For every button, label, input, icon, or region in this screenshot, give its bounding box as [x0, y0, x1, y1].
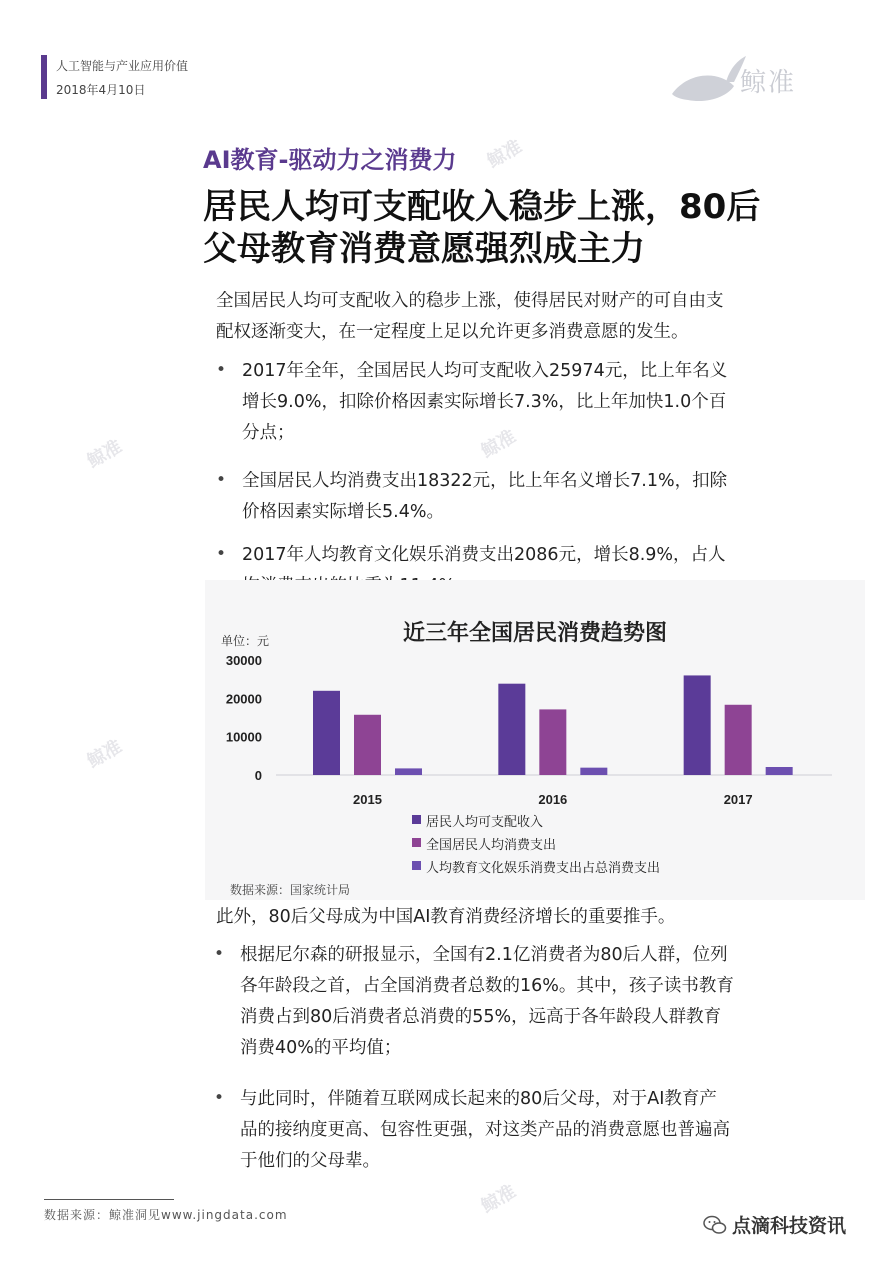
legend-swatch [412, 815, 421, 824]
headline [203, 186, 863, 270]
watermark: 鲸准 [477, 426, 520, 463]
footer-source: 数据来源：鲸准洞见www.jingdata.com [44, 1208, 288, 1222]
bullet-item [242, 466, 727, 528]
section-title: AI教育-驱动力之消费力 [203, 146, 457, 174]
bullet-dot: • [216, 470, 227, 490]
chart-title: 近三年全国居民消费趋势图 [402, 621, 667, 646]
brand-name: 鲸准 [740, 68, 797, 98]
bullet-item [240, 940, 734, 1064]
bullet-line: 根据尼尔森的研报显示，全国有2.1亿消费者为80后人群，位列 [240, 945, 728, 965]
watermark: 鲸准 [477, 1181, 520, 1218]
bullet-line: 价格因素实际增长5.4%。 [242, 502, 444, 522]
bullet-line: 于他们的父母辈。 [240, 1151, 380, 1171]
bullet-line: 品的接纳度更高、包容性更强，对这类产品的消费意愿也普遍高 [240, 1120, 730, 1140]
watermark: 鲸准 [83, 436, 126, 473]
bullet-dot: • [214, 1088, 225, 1108]
bullet-line: 增长9.0%，扣除价格因素实际增长7.3%，比上年加快1.0个百 [242, 392, 727, 412]
bullet-line: 2017年人均教育文化娱乐消费支出2086元，增长8.9%，占人 [242, 545, 726, 565]
y-tick-label: 30000 [225, 653, 262, 668]
y-tick-label: 0 [254, 768, 262, 783]
chart-source: 数据来源：国家统计局 [230, 883, 351, 897]
bullet-line: 各年龄段之首，占全国消费者总数的16%。其中，孩子读书教育 [240, 976, 734, 996]
bullet-line: 2017年全年，全国居民人均可支配收入25974元，比上年名义 [242, 361, 728, 381]
wechat-account-name: 点滴科技资讯 [732, 1215, 847, 1237]
bullet-line: 分点； [242, 423, 295, 443]
y-tick-label: 20000 [225, 691, 262, 707]
y-tick-label: 10000 [225, 729, 262, 745]
legend-item: 全国居民人均消费支出 [426, 838, 557, 853]
headline-line: 居民人均可支配收入稳步上涨，80后 [203, 187, 761, 227]
wechat-icon [703, 1215, 727, 1235]
bullet-line: 全国居民人均消费支出18322元，比上年名义增长7.1%，扣除 [242, 471, 728, 491]
x-tick-label: 2017 [723, 792, 753, 807]
x-tick-label: 2016 [538, 792, 568, 807]
header-accent-bar [41, 55, 47, 99]
bullet-item [242, 356, 727, 449]
bullet-item [240, 1084, 730, 1177]
watermark: 鲸准 [83, 736, 126, 773]
bullet-line: 消费占到80后消费者总消费的55%，远高于各年龄段人群教育 [240, 1007, 722, 1027]
legend-item: 人均教育文化娱乐消费支出占总消费支出 [426, 861, 661, 876]
bullet-dot: • [216, 360, 227, 380]
headline-line: 父母教育消费意愿强烈成主力 [203, 229, 645, 269]
legend-item: 居民人均可支配收入 [426, 815, 544, 830]
chart-unit-label: 单位：元 [221, 634, 270, 648]
watermark: 鲸准 [483, 136, 526, 173]
bullet-dot: • [216, 544, 227, 564]
bullet-line: 消费40%的平均值； [240, 1038, 402, 1058]
legend-swatch [412, 838, 421, 847]
bullet-dot: • [214, 944, 225, 964]
x-tick-label: 2015 [353, 792, 382, 807]
after-chart-text: 此外，80后父母成为中国AI教育消费经济增长的重要推手。 [216, 907, 676, 927]
bullet-line: 与此同时，伴随着互联网成长起来的80后父母，对于AI教育产 [240, 1089, 717, 1109]
report-title: 人工智能与产业应用价值 [56, 59, 189, 73]
intro-line: 全国居民人均可支配收入的稳步上涨，使得居民对财产的可自由支 [216, 291, 724, 311]
intro-line: 配权逐渐变大，在一定程度上足以允许更多消费意愿的发生。 [216, 322, 689, 342]
footer-divider [44, 1199, 174, 1200]
report-date: 2018年4月10日 [56, 83, 146, 97]
legend-swatch [412, 861, 421, 870]
